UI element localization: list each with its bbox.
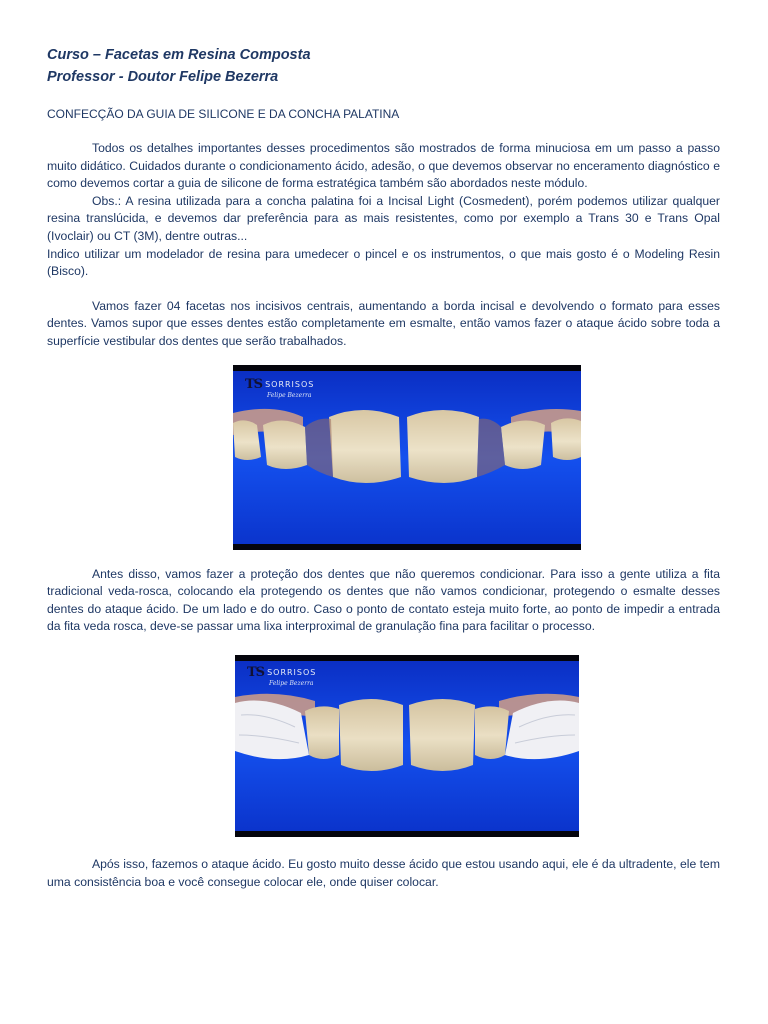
section-title: CONFECÇÃO DA GUIA DE SILICONE E DA CONCHA PALATINA: [47, 107, 400, 121]
professor-name: Professor - Doutor Felipe Bezerra: [47, 69, 279, 85]
teeth-photo-protected: [235, 655, 579, 837]
logo-mark: TS: [245, 376, 263, 392]
paragraph-veneers: Vamos fazer 04 facetas nos incisivos centrais, aumentando a borda incisal e devolvendo o formato para esses dentes. Vamos supor que esses dentes estão completamente em esmalte, então vamos fazer o ataque ácido sobre toda a superfície vestibular dos dentes que serão trabalhados.: [47, 298, 720, 348]
logo-signature-2: Felipe Bezerra: [269, 679, 314, 687]
watermark-logo-2: [247, 665, 316, 680]
logo-signature: Felipe Bezerra: [267, 391, 312, 399]
document-page: [47, 44, 720, 891]
paragraph-protection: Antes disso, vamos fazer a proteção dos dentes que não queremos condicionar. Para isso a gente utiliza a fita tradicional veda-rosca, colocando ela protegendo os dentes que não vamos condicionar, protegendo o esmalte desses dentes do ataque ácido. De um lado e do outro. Caso o ponto de contato esteja muito forte, ao ponto de impedir a entrada da fita veda rosca, deve-se passar uma lixa interproximal de granulação fina para facilitar o processo.: [47, 566, 720, 634]
watermark-logo: [245, 377, 314, 392]
logo-mark-2: TS: [247, 664, 265, 680]
course-title: Curso – Facetas em Resina Composta: [47, 47, 311, 63]
paragraph-acid-etching: Após isso, fazemos o ataque ácido. Eu gosto muito desse ácido que estou usando aqui, ele é da ultradente, ele tem uma consistência boa e você consegue colocar ele, onde quiser colocar.: [47, 856, 720, 889]
paragraph-intro: Todos os detalhes importantes desses procedimentos são mostrados de forma minuciosa em um passo a passo muito didático. Cuidados durante o condicionamento ácido, adesão, o que devemos observar no enceramento diagnóstico e como devemos cortar a guia de silicone de forma estratégica também são abordados neste módulo.: [47, 141, 720, 191]
teeth-photo-before: [233, 365, 581, 550]
logo-text: SORRISOS: [265, 379, 315, 389]
paragraph-obs: Obs.: A resina utilizada para a concha palatina foi a Incisal Light (Cosmedent), porém podemos utilizar qualquer resina translúcida, e devemos dar preferência para as mais resistentes, como por exemplo a Trans 30 e Trans Opal (Ivoclair) ou CT (3M), dentre outras...: [47, 193, 720, 243]
paragraph-modeler: Indico utilizar um modelador de resina para umedecer o pincel e os instrumentos, o que mais gosto é o Modeling Resin (Bisco).: [47, 246, 720, 279]
logo-text-2: SORRISOS: [267, 667, 317, 677]
